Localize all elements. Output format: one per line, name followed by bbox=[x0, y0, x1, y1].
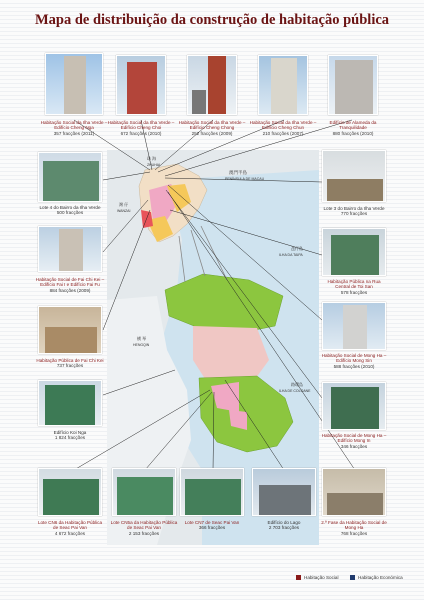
photo-left-1 bbox=[38, 152, 102, 202]
map-label-taipa-cn: 氹仔島 bbox=[291, 246, 303, 251]
photo-bottom-5 bbox=[322, 468, 386, 516]
map-label-coloane-cn: 路環島 bbox=[291, 382, 303, 387]
map-label-coloane-pt: ILHA DE COLOANE bbox=[279, 389, 311, 393]
caption-bottom-1: Lote CN6 da Habitação Pública de Seac Pai Van 4 672 fracções bbox=[37, 520, 103, 536]
caption-bottom-5: 2.ª Fase da Habitação Social de Mong Ha 768 fracções bbox=[321, 520, 387, 536]
caption-left-4: Edifício Koi Nga 1 824 fracções bbox=[53, 430, 87, 441]
map-label-macau-cn: 澳門半島 bbox=[229, 170, 247, 175]
caption-bottom-2: Lote CN5a da Habitação Pública de Seac Pai Van 2 153 fracções bbox=[110, 520, 178, 536]
photo-right-4 bbox=[322, 382, 386, 430]
photo-bottom-4 bbox=[252, 468, 316, 516]
caption-bottom-3: Lote CN7 de Seac Pai Van 366 fracções bbox=[184, 520, 240, 531]
caption-top-3: Habitação Social da Ilha Verde – Edifício Cheng Chong 252 fracções (2009) bbox=[178, 120, 246, 136]
photo-top-5 bbox=[328, 55, 378, 115]
legend-economica-swatch bbox=[350, 575, 355, 580]
photo-right-1 bbox=[322, 150, 386, 202]
photo-bottom-3 bbox=[180, 468, 244, 516]
map-label-zhuhai-cn: 珠 海 bbox=[147, 156, 157, 161]
caption-right-2: Habitação Pública na Rua Central de Toi San 578 fracções bbox=[327, 279, 381, 295]
photo-top-2 bbox=[116, 55, 166, 115]
caption-right-4: Habitação Social de Mong Ha – Edifício Mong In 346 fracções bbox=[321, 433, 387, 449]
photo-left-2 bbox=[38, 226, 102, 272]
caption-top-2: Habitação Social da Ilha Verde – Edifício Cheng Choi 672 fracções (2010) bbox=[107, 120, 175, 136]
map-label-hengqin-cn: 橫 琴 bbox=[137, 336, 147, 341]
caption-left-3: Habitação Pública de Fai Chi Kei 737 fracções bbox=[36, 358, 104, 369]
map-label-wanzai-cn: 灣 仔 bbox=[119, 202, 129, 207]
caption-left-1: Lote 4 do Bairro da Ilha Verde 500 fracções bbox=[39, 205, 101, 216]
map-label-hengqin-pt: HENGQIN bbox=[133, 343, 150, 347]
caption-right-3: Habitação Social de Mong Ha – Edifício Mong Sin 588 fracções (2010) bbox=[321, 353, 387, 369]
legend-social-swatch bbox=[296, 575, 301, 580]
legend-economica: Habitação Económica bbox=[350, 575, 403, 580]
caption-right-1: Lote 3 do Bairro da Ilha Verde 770 fracções bbox=[323, 206, 385, 217]
map-label-zhuhai-pt: ZHUHAI bbox=[147, 163, 161, 167]
photo-right-3 bbox=[322, 302, 386, 350]
caption-bottom-4: Edifício do Lago 2 703 fracções bbox=[267, 520, 301, 531]
photo-right-2 bbox=[322, 228, 386, 276]
map-label-macau-pt: PENÍNSULA DE MACAU bbox=[225, 177, 265, 181]
photo-bottom-2 bbox=[112, 468, 176, 516]
map-label-wanzai-pt: WANZAI bbox=[117, 209, 131, 213]
caption-left-2: Habitação Social de Fai Chi Kei – Edifício Fai I e Edifício Fai Fu 884 fracções (2009) bbox=[35, 277, 105, 293]
page-title: Mapa de distribuição da construção de habitação pública bbox=[34, 12, 390, 28]
photo-top-3 bbox=[187, 55, 237, 115]
caption-top-1: Habitação Social da Ilha Verde – Edifício Cheng Nga 357 fracções (2011) bbox=[40, 120, 108, 136]
map-label-taipa-pt: ILHA DA TAIPA bbox=[279, 253, 303, 257]
caption-top-4: Habitação Social da Ilha Verde – Edifício Cheng Chun 210 fracções (2007) bbox=[249, 120, 317, 136]
photo-top-1 bbox=[45, 53, 103, 115]
legend-social: Habitação Social bbox=[296, 575, 338, 580]
photo-left-4 bbox=[38, 380, 102, 426]
caption-top-5: Edifício de Alameda da Tranquilidade 880 fracções (2010) bbox=[329, 120, 377, 136]
photo-top-4 bbox=[258, 55, 308, 115]
photo-left-3 bbox=[38, 306, 102, 354]
photo-bottom-1 bbox=[38, 468, 102, 516]
